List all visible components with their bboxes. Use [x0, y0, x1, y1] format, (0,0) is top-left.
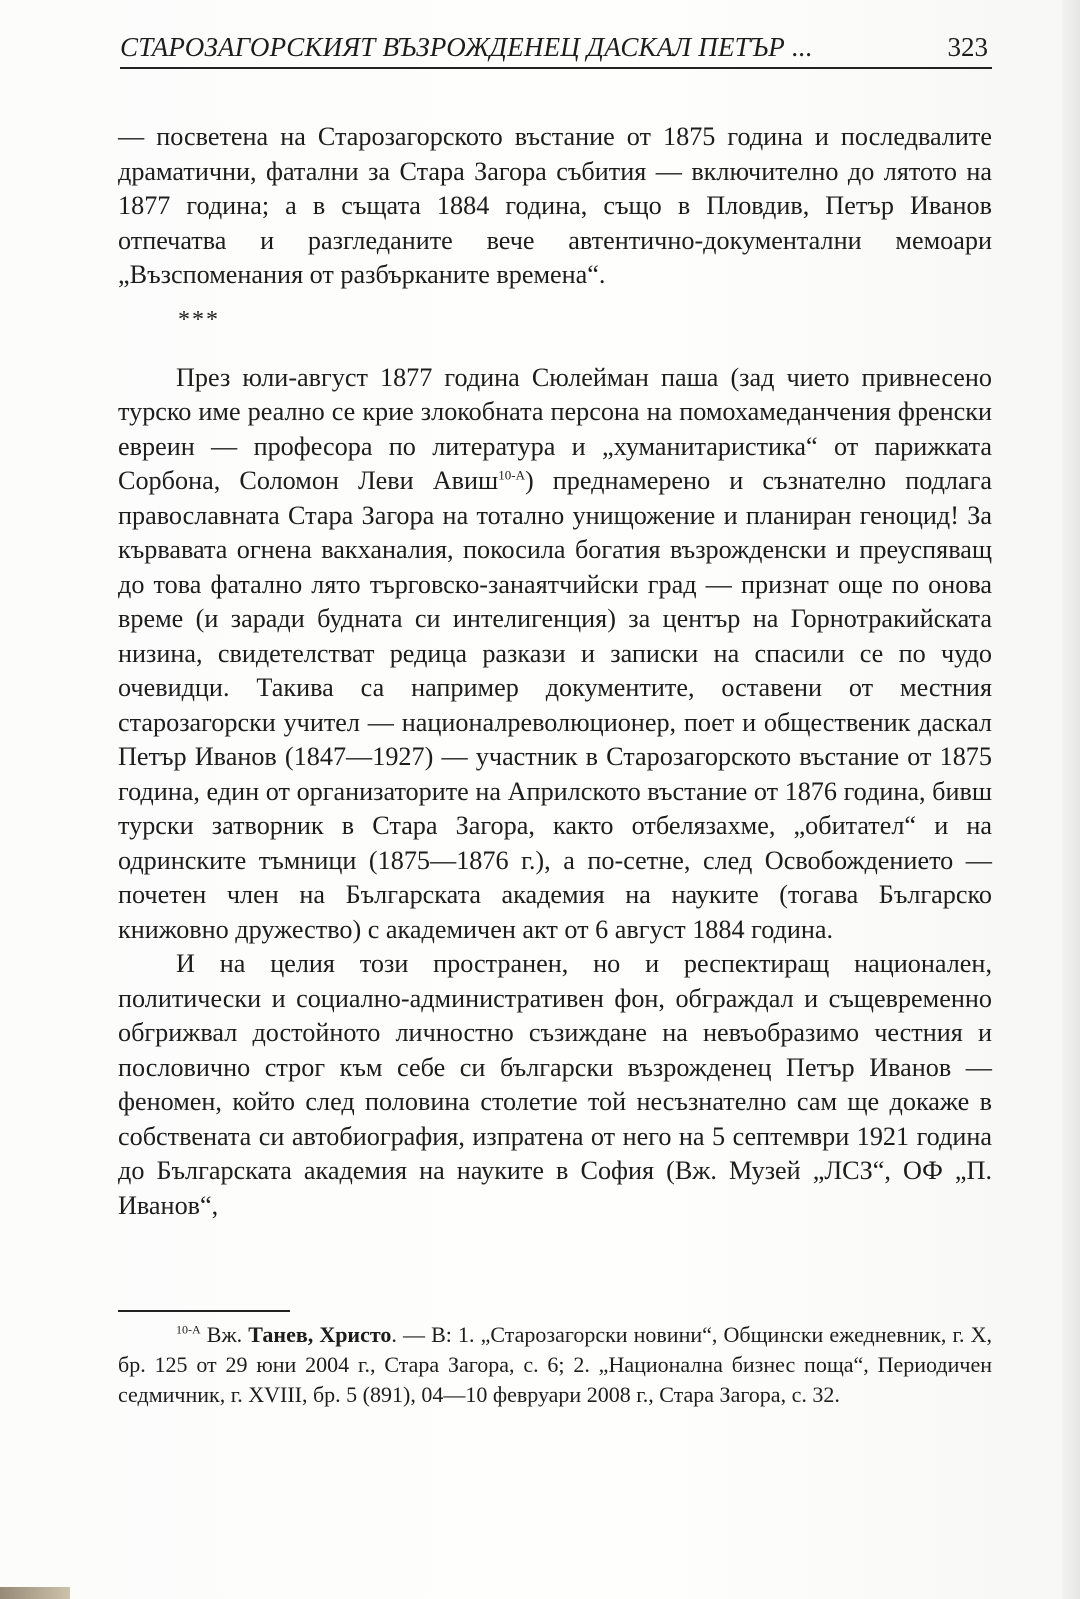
page-number: 323: [947, 32, 988, 62]
footnote-citation: . — В: 1. „Старозагорски новини“, Общински ежедневник, г. Х, бр. 125 от 29 юни 2004 г., Стара Загора, с. 6; 2. „Национална бизнес поща“, Периодичен седмичник, г. XVIII, бр. 5 (891), 04—10 февруари 2008 г., Стара Загора, с. 32.: [118, 1322, 993, 1407]
running-header: [120, 30, 990, 70]
header-rule: [120, 67, 992, 69]
paragraph-2-text-a: През юли-август 1877 година Сюлейман паша (зад чието привнесено турско име реално се крие злокобната персона на помохамеданчения френски евреин — професора по литература и „хуманитаристика“ от парижката Сорбона, Соломон Леви Авиш: [118, 362, 992, 495]
main-text: [118, 120, 992, 1223]
running-header-title: СТАРОЗАГОРСКИЯТ ВЪЗРОЖДЕНЕЦ ДАСКАЛ ПЕТЪР ...: [120, 32, 813, 62]
footnote-author: Танев, Христо: [248, 1322, 392, 1347]
paragraph-2: [118, 361, 992, 948]
page-edge-shadow: [1062, 0, 1080, 1599]
paragraph-2-text-b: ) преднамерено и съзнателно подлага православната Стара Загора на тотално унищожение и планиран геноцид! За кървавата огнена вакханалия, покосила богатия възрожденски и преуспяващ до това фатално лято търговско-занаятчийски град — признат още по онова време (и заради будната си интелигенция) за център на Горнотракийската низина, свидетелстват редица разкази и записки на спасили се по чудо очевидци. Такива са например документите, оставени от местния старозагорски учител — националреволюционер, поет и общественик даскал Петър Иванов (1847—1927) — участник в Старозагорското въстание от 1875 година, един от организаторите на Априлското въстание от 1876 година, бивш турски затворник в Стара Загора, както отбелязахме, „обитател“ и на одринските тъмници (1875—1876 г.), а по-сетне, след Освобождението — почетен член на Българската академия на науките (тогава Българско книжовно дружество) с академичен акт от 6 август 1884 година.: [118, 466, 992, 944]
scan-edge-artifact: [0, 1587, 70, 1599]
footnote-reference: 10-А: [498, 467, 525, 483]
footnote-marker: 10-А: [176, 1322, 201, 1337]
footnote-prefix: Вж.: [206, 1322, 249, 1347]
paragraph-1: — посветена на Старозагорското въстание от 1875 година и последвалите драматични, фатални за Стара Загора събития — включително до лятото на 1877 година; а в същата 1884 година, също в Пловдив, Петър Иванов отпечатва и разгледаните вече автентично-документални мемоари „Възспоменания от разбърканите времена“.: [118, 122, 992, 289]
footnotes: [118, 1320, 992, 1410]
footnote-rule: [118, 1310, 290, 1312]
section-separator: ***: [178, 306, 220, 333]
footnote-item: [118, 1320, 992, 1410]
paragraph-3: И на целия този пространен, но и респектиращ национален, политически и социално-административен фон, обграждал и същевременно обгрижвал достойното личностно съзиждане на невъобразимо честния и пословично строг към себе си български възрожденец Петър Иванов — феномен, който след половина столетие той несъзнателно сам ще докаже в собствената си автобиография, изпратена от него на 5 септември 1921 година до Българската академия на науките в София (Вж. Музей „ЛСЗ“, ОФ „П. Иванов“,: [118, 949, 992, 1220]
